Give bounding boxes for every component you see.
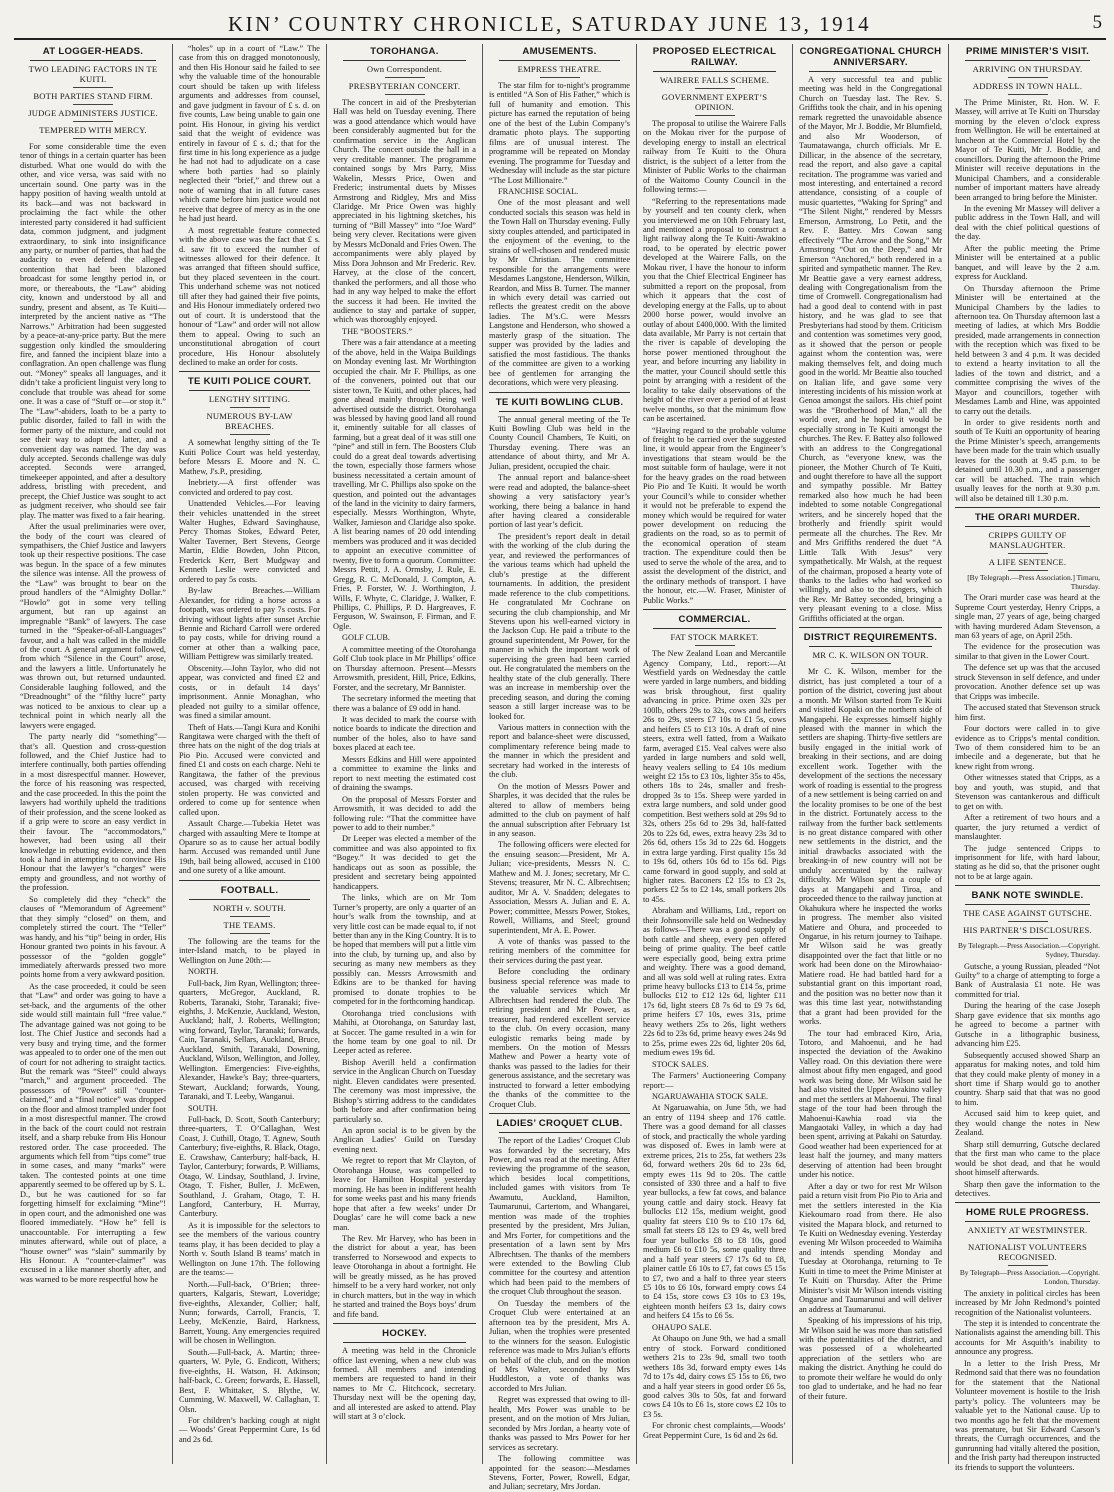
article-heading: AT LOGGER-HEADS. [42,46,144,57]
article-paragraph: At Ohaupo on June 9th, we had a small entry of stock. Forward conditioned wethers 21s to 23s 9d, small two tooth wethers 18s 3d, forward empty ewes 14s 7d to 17s 4d, dairy cows £5 15s to £6, two and a half year steers in good order £6 5s, good calves 30s to 50s, fat and forward cows £4 10s to £6 1s, store cows £2 10s to £3 5s. [643,1334,786,1419]
article-paragraph: The Rev. Mr Harvey, who has been in the district for about a year, has been transferred to Norsewood and expects to leave Otorohanga in about a fortnight. He will be greatly missed, as he has proved himself to be a very hard worker, not only in church matters, but in the way in which he started and trained the Boys boys’ drum and fife band. [333,1234,476,1319]
article-paragraph: On the proposal of Messrs Forster and Arrowsmith, it was decided to add the following rule: “That the committee have power to add to their number.” [333,794,476,832]
heading-rule [499,60,620,61]
subheading-dash [73,87,113,88]
section-divider [489,1113,630,1114]
article-paragraph: After the public meeting the Prime Minister will be entertained at a public banquet, and will leave by the 2 a.m. express for Auckland. [955,243,1100,282]
heading-rule [653,71,776,72]
section-divider [643,609,786,610]
heading-rule [343,1342,466,1343]
article-paragraph: One of the most pleasant and well conducted socials this season was held in the Town Hall on Thursday evening. Fully sixty couples attended, and participated in the enjoyment of the evening, to the strains of well-chosen and rendered music by Mr Christian. The committee responsible for the arrangements were Mesdames Langstone, Henderson, Wilkin, Reardon, and Miss B. Turner. The manner in which every detail was carried out reflects the greatest credit on the above ladies. The M’s.C. were Messrs Langstone and Henderson, who showed a masterly grasp of the situation. The supper was provided by the ladies and satisfied the most fastidious. The thanks of the committee are given to a working bee of gentlemen for arranging the decorations, which were very pleasing. [489,198,630,388]
subheading-dash [1008,94,1048,95]
article-paragraph: For some considerable time the even tenor of things in a certain quarter has been disturbed. What one would do with the other, and vice versa, was said with no uncertain sound. One party was in the happy position of having wealth untold at its back—and was not backward in proclaiming the fact while the other interested party considered it had sufficient data, common judgment, and judgment extraordinary, to sink into insignificance any party, or number of parties, that had the audacity to even defend the alleged contention that had been blazoned broadcast for some lengthy period in, or more, or thereabouts, the “Law” abiding city, known and understood by all and sundry, present and absent, as Te Kuiti—interpreted by the ancient native as “The Narrows.” Arbitration had been suggested by a peace-at-any-price party. But the mere suggestion only kindled the smouldering fire, and fanned the incipient blaze into a conflagration. An open challenge was flung out. “Money” speaks all languages, and it didn’t take a proficient linguist very long to conclude that trouble was ahead for some one. It was a case of “Stuff or—or stop it.” The “Law”-abiders, loath to be a party to public disorder, failed to fall in with the former party of the mixture, and could not see their way to adopt the latter, and a convenient day was named. The day was duly accepted. Seconds challenge was duly accepted. Seconds were arranged, timekeeper appointed, and after a desultory address, bristling with precedent, and precept, the Chief Justice was sought to act as judgment receiver, who should see fair play. The matter was fixed to a fair hearing. [20,142,166,520]
article [333,46,476,1319]
article-paragraph: A vote of thanks was passed to the retiring members of the committee for their services during the past year. [489,936,630,965]
article [643,46,786,605]
article-paragraph: Other witnesses stated that Cripps, as a boy and youth, was stupid, and that Stevenson was cantankerous and difficult to get on with. [955,773,1100,811]
article-paragraph: The Farmers’ Auctioneering Company report:— [643,1071,786,1090]
subheading-dash [73,104,113,105]
article-paragraph: The annual general meeting of the Te Kuiti Bowling Club was held in the County Council Chambers, Te Kuiti, on Thursday evening. There was an attendance of about thirty, and Mr A. Julian, president, occupied the chair. [489,414,630,471]
newspaper-title: KIN’ COUNTRY CHRONICLE, SATURDAY JUNE 13, 1914 [228,12,872,36]
article-paragraph: Before concluding the ordinary business special reference was made to the valuable services which Mr Albrechtsen had rendered the club. The retiring president and Mr Power, as treasurer, had rendered excellent service to the club. On every occasion, many eulogistic remarks being made by members. On the motion of Messrs Mathew and Power a hearty vote of thanks was passed to the ladies for their generous assistance, and the secretary was instructed to forward a letter embodying the thanks of the committee to the Croquet Club. [489,967,630,1109]
page-number: 5 [1092,12,1102,33]
heading-rule [189,899,310,900]
article-paragraph: After a retirement of two hours and a quarter, the jury returned a verdict of manslaughter. [955,813,1100,842]
article-paragraph: At Ngaruawahia, on June 5th, we had an entry of 1194 sheep and 176 cattle. There was a good demand for all classes of stock, and practically the whole yarding was disposed of. Ewes in lamb were at extreme prices, 21s to 25s, fat wethers 23s 6d, forward wethers 20s 6d to 23s 6d, empty ewes 11s 9d to 20s. The cattle consisted of 330 three and a half to five year bullocks, a few fat cows, and balance young cattle and dairy stock. Heavy fat bullocks £12 15s, medium weight, good quality fat steers £10 9s to £10 17s 6d, small fat steers £8 12s to £9 4s, well bred four year bullocks £8 to £8 10s, good medium £6 to £10 5s, some quality three and a half year steers £7 17s 6d to £8, plainer cattle £6 10s to £7, fat cows £5 15s to £7, two and a half to three year steers £5 10s to £6 10s, forward empty cows £4 to £4 15s, store cows £3 10s to £3 19s, eighteen month heifers £3 1s, dairy cows and heifers £4 15s to £6 5s. [643,1103,786,1321]
article-paragraph: Inebriety.—A first offender was convicted and ordered to pay cost. [179,478,320,497]
section-divider [955,507,1100,508]
subheading-dash [1008,1238,1048,1239]
article-subheading: A LIFE SENTENCE. [988,557,1067,568]
subheading-dash [851,663,891,664]
heading-rule [965,1221,1090,1222]
article-paragraph: South.—Full-back, A. Martin; three-quarters, W. Pyle, G. Endicott, Withers; five-eighths, H. Watson, H. Atkinson; half-back, C. Green; forwards, E. Hassell, Best, F. Whittaker, S. Blythe, W. Cumming, W. Maxwell, W. Callaghan, T. Olsn. [179,1347,320,1414]
heading-rule [653,628,776,629]
article-paragraph: “Having regard to the probable volume of freight to be carried over the suggested line, it would appear from the Engineer’s investigations that steam would be the most suitable form of haulage, were it not for the heavy grades on the road between Pio Pio and Te Kuiti. It would be worth your Council’s while to consider whether it would not be preferable to expend the money which would be required for water power development on reducing the gradients on the road, so as to permit of the economical operation of steam traction. The expenditure could then be used to serve the whole of the area, and to assist the development of the district, and the ordinary methods of transport. I have the honour, etc.—W. Fraser, Minister of Public Works.” [643,425,786,605]
column-1 [14,44,172,1464]
article-paragraph: Four doctors were called in to give evidence as to Cripps’s mental condition. Two of them considered him to be an imbecile and a degenerate, but that he knew right from wrong. [955,724,1100,771]
article-paragraph: A most regrettable feature connected with the above case was the fact that £ s. d. saw fit to exceed the number of witnesses allowed for their defence. It was arranged that fifteen should suffice, but they placed seventeen in the court. This underhand scheme was not noticed till after they had gained their five points, and His Honour immediately ordered two out of court. It is understood that the honour of “Law” and order will not allow them to appeal. Owing to such an unconstitutional abrogation of court procedure, His Honour absolutely declined to make an order for costs. [179,225,320,367]
article-paragraph: The secretary informed the meeting that there was a balance of £9 odd in hand. [333,694,476,713]
article-paragraph: A somewhat lengthy sitting of the Te Kuiti Police Court was held yesterday, before Messrs E. Moore and N. C. Mathew, J's.P., presiding. [179,438,320,476]
column-3 [326,44,482,1464]
article-paragraph: It was decided to mark the course with notice boards to indicate the direction and number of the holes, also to have sand boxes placed at each tee. [333,715,476,753]
subheading-dash [695,88,735,89]
article [955,1202,1100,1472]
article-paragraph: In order to give residents north and south of Te Kuiti an opportunity of hearing the Prime Minister’s speech, arrangements have been made for the train which usually leaves for the south at 9.45 p.m. to be detained until 10.30 p.m., and a passenger car will be attached. The train which usually leaves for the north at 9.30 p.m. will also be detained till 1.30 p.m. [955,417,1100,503]
article-paragraph: After the usual preliminaries were over, the body of the court was cleared of sympathisers, the Chief Justice and lawyers took up their respective positions. The case was begun. In the space of a few minutes the silence was intense. All the prowess of the “Law” was brought to bear on the proud handlers of the “Almighty Dollar.” “Howlo” got in some very telling argument, but ran up against an impregnable “Bank” of lawyers. The case turned in the “Speaker-of-all-Languages” favour, and a halt was called in the middle of the court. A general argument followed, from which “Silence in the Court” arose, and the lawyers a little. Unfortunately he was thrown out, but returned undaunted. Considerable laughing followed, and the “Dreadnought” of the “filthy lucre” party was noticed to be anxious to clear up a technical point in which nearly all the lawyers were engaged. [20,522,166,730]
article-subheading: CRIPPS GUILTY OF MANSLAUGHTER. [988,530,1067,551]
article-subheading: BOTH PARTIES STAND FIRM. [33,91,153,101]
subheading-dash [1008,938,1048,939]
section-divider [179,880,320,881]
article-subheading: GOVERNMENT EXPERT’S OPINION. [661,92,768,112]
subheading-dash [1008,1265,1048,1266]
article-heading: PRIME MINISTER’S VISIT. [965,46,1090,57]
article-subheading: JUDGE ADMINISTERS JUSTICE. [28,108,158,118]
article-paragraph: “holes” up in a court of “Law.” The case from this on dragged monotonously, and then His Honour said he failed to see why the valuable time of the honourable court should be taken up with lifeless arguments and addresses from counsel, and gave judgment in favour of £ s. d. on five counts, Law being unable to gain one point. His Honour, in giving his verdict said that the weight of evidence was entirely in favour of £ s. d.; that for the first time in his long experience as a judge he had not had to adjudicate on a case where both parties had so plainly neglected their “brief,” and threw out a note of warning that in all future cases which came before him justice would not receive that degree of mercy as in the one he had just heard. [179,44,320,224]
section-divider [179,371,320,372]
article-paragraph: The links, which are on Mr Tom Turner’s property, are only a quarter of an hour’s walk from the township, and at very little cost can be made equal to, if not better than any in the King Country. It is to be hoped that members will put a little vim into the club, by turning up, and also by securing as many new members as they possibly can. Messrs Arrowsmith and Edkins are to be thanked for having promised to donate trophies to be competed for in the forthcoming handicap. [333,893,476,1007]
article-paragraph: The judge sentenced Cripps to imprisonment for life, with hard labour, stating as he did so, that the prisoner ought not to be at large again. [955,843,1100,881]
article-paragraph: In the evening Mr Massey will deliver a public address in the Town Hall, and will deal with the chief political questions of the day. [955,203,1100,242]
article-paragraph: Full-back, Jim Ryan, Wellington; three-quarters, McGregor, Auckland, R. Roberts, Taranaki, Stohr, Taranaki; five-eighths, J. McKenzie, Auckland, Weston, Auckland; half, J. Roberts, Wellington; wing forward, Taylor, Taranaki; forwards, Cain, Taranaki, Sellars, Auckland, Bruce, Auckland, Smith, Taranaki, Downing, Auckland, Wilson, Wellington, and Jolley, Wellington. Emergencies: Five-eighths, Alexander, Hawke’s Bay; three-quarters, Stewart, Auckland; forwards, Young, Taranaki, and T. Leeby, Wanganui. [179,978,320,1102]
subheading-dash [695,645,735,646]
article [799,627,942,1401]
article-paragraph: For chronic chest complaints,—Woods’ Great Peppermint Cure, 1s 6d and 2s 6d. [643,1421,786,1440]
article-paragraph: An apron social is to be given by the Anglican Ladies’ Guild on Tuesday evening next. [333,1126,476,1154]
article-subheading: TEMPERED WITH MERCY. [39,125,147,135]
article-paragraph: A committee meeting of the Otorohanga Golf Club took place in Mr Phillips’ office on Thursday afternoon. Present—Messrs Arrowsmith, president, Hill, Price, Edkins, Forster, and the secretary, Mr Bannister. [333,644,476,692]
column-2 [172,44,326,1464]
article-dateline: By Telegraph.—Press Association.—Copyright. Sydney, Thursday. [957,941,1100,959]
section-divider [333,1323,476,1324]
article-subheading: WAIRERE FALLS SCHEME. [659,75,770,85]
article-paragraph: Regret was expressed that owing to ill-health, Mrs Power was unable to be present, and on the motion of Mrs Julian, seconded by Mrs Jordan, a hearty vote of thanks was passed to Mrs Power for her services as secretary. [489,1395,630,1452]
article-heading: COMMERCIAL. [678,614,751,626]
article-paragraph: The accused stated that Stevenson struck him first. [955,703,1100,722]
article-paragraph: Bishop Averill held a confirmation service in the Anglican Church on Tuesday night. Eleven candidates were presented. The ceremony was most impressive, the Bishop’s stirring address to the candidates both before and after confirmation being particularly so. [333,1057,476,1124]
article-subheading: Own Correspondent. [366,64,443,74]
article-paragraph: Accused said him to keep quiet, and they would change the notes in New Zealand. [955,1109,1100,1138]
article-paragraph: During the hearing of the case Joseph Sharp gave evidence that six months ago he agreed to become a partner with Gutsche in a lithographic business, advancing him £25. [955,1001,1100,1049]
article-heading: AMUSEMENTS. [522,46,597,57]
article-paragraph: Theft of Hats.—Tangi Kura and Konihi Rangitawa were charged with the theft of three hats on the night of the dog trials at Pio Pio. Accused were convicted and fined £1 and costs on each charge. Nehi te Rangitawa, the father of the previous accused, was charged with receiving stolen property. He was convicted and ordered to come up for sentence when called upon. [179,722,320,817]
article-paragraph: The following officers were elected for the ensuing season:—President, Mr A. Julian; vice-presidents, Messrs N. C. Mathew and M. J. Jones; secretary, Mr C. Stevens; treasurer, Mr N. C. Albrechtsen; auditor, Mr A. V. Snadden; delegates to Association, Messrs A. Julian and E. A. Power; committee, Messrs Power, Stokes, Rowell, Williams, and Steel; ground superintendent, Mr A. E. Power. [489,840,630,935]
article-subheading: NUMEROUS BY-LAW BREACHES. [206,411,293,432]
heading-rule [965,904,1090,905]
article-paragraph: Otorohanga tried conclusions with Mahihi, at Otorohanga, on Saturday last, at Soccer. The game resulted in a win for the home team by one goal to nil. Dr Leeper acted as referee. [333,1008,476,1056]
article-subheading: EMPRESS THEATRE. [517,64,602,74]
newspaper-page [14,44,1106,1492]
article-paragraph: The New Zealand Loan and Mercantile Agency Company, Ltd., report:—At Westfield yards on Wednesday the cattle were yarded in large numbers, and bidding was brisk throughout, first quality advancing in price. Prime oxen 32s per 100lb, others 29s to 32s, cows and heifers 26s to 29s, steers £7 10s to £1 5s, cows and heifers £5 to £13 10s. A draft of nine steers, extra well fatted, from a Waikato farm, averaged £15. Veal calves were also yarded in large numbers and sold well, heavy vealers selling to £4 10s medium weight £2 15s to £3 10s, lighter 35s to 45s, others 18s to 24s, smaller and fresh-dropped 3s to 15s. Sheep were yarded in extra large numbers, and sold under good competition. Best wethers sold at 29s 9d to 32s, others 25s 6d to 29s 3d, half-fatted 20s to 22s 6d, ewes, extra heavy 23s 3d to 26s 6d, others 15s 3d to 22s 6d. Hoggets in extra large yarding. First quality 15s 3d to 19s 6d, others 10s 6d to 15s 6d. Pigs came forward in good supply, and sold at higher rates. Baconers £2 15s to £3 2s, porkers £2 5s to £2 14s, small porkers 20s to 45s. [643,649,786,904]
column-6 [792,44,948,1464]
subheading-dash [540,77,580,78]
article-subheading: THE TEAMS. [223,919,276,930]
article-heading: TE KUITI POLICE COURT. [187,376,312,388]
article-paragraph: Speaking of his impressions of his trip, Mr Wilson said he was more than satisfied with the potentialities of the district, and was possessed of a wholehearted appreciation of the settlers who are making the district. Anything he could do to promote their welfare he would do only too glad to undertake, and he had no fear of their future. [799,1316,942,1401]
article-paragraph: Mr C. K. Wilson, member for the district, has just completed a tour of a portion of the district, covering just about a month. Mr Wilson started from Te Kuiti and visited Kopaki on the northern side of Mangapehi. He expresses himself highly pleased with the manner in which the settlers are shaping. Thirty-five settlers are busily engaged in the initial work of breaking in their sections, and are doing excellent work. Together with the development of the sections the necessary work of roading is essential to the progress of a new settlement is being carried on and the locality promises to be one of the best in the district. Fortunately access to the railway from the further back settlements is no great distance compared with other new settlements in the district, and the initial drawbacks associated with the breaking-in of new country will not be unduly accentuated by the railway difficulty. Mr Wilson spent a couple of days at Mangapehi and Tiroa, and proceeded thence to the railway junction at Okahukura where he inspected the works in progress. The member also visited Matiere and Ohura, and proceeded to Ongarue, in his return journey to Taihape. Mr Wilson said he was greatly disappointed over the fact that little or no work had been done on the Mirowhaiao-Matiere road. He had battled hard for a substantial grant on this important road, and the position was no better now than it was this time last year, notwithstanding that a grant had been provided for the works. [799,667,942,1027]
article-subheading: PRESBYTERIAN CONCERT. [348,81,461,91]
article [643,609,786,1440]
article-paragraph: In a letter to the Irish Press, Mr Redmond said that there was no foundation for the statement that the National Volunteer movement is hostile to the Irish party’s policy. The volunteers may be valuable yet to the National cause. Up to two months ago he felt that the movement was premature, but Sir Edward Carson’s threats, the Curragh occurrences, and the gunrunning had vitally altered the position, and the Irish party had thereupon instructed its friends to support the volunteers. [955,1358,1100,1472]
article-paragraph: The defence set up was that the accused struck Stevenson in self defence, and under provocation. Another defence set up was that Cripps was imbecile. [955,663,1100,701]
subheading-dash [385,77,425,78]
article-paragraph: Full-back, D. Scott, South Canterbury; three-quarters, T. O’Callaghan, West Coast, J. Cuthill, Otago, T. Agnew, South Canterbury; five-eighths, R. Black, Otago, E. Crawshaw, Canterbury; half-back, H. Taylor, Canterbury; forwards, P. Williams, Otago, W. Lindsay, Southland, J. Irvine, Otago, T. Fisher, Buller, J. McEwen, Southland, J. Graham, Otago, T. H. Langford, Canterbury, H. Murray, Canterbury. [179,1114,321,1219]
article-subheading: ADDRESS IN TOWN HALL. [972,81,1083,91]
column-5 [636,44,792,1464]
article-paragraph: The following are the teams for the inter-Island match, to be played in Wellington on June 20th:— [179,936,320,965]
subheading-dash [695,115,735,116]
column-7 [948,44,1106,1472]
article-paragraph: NGARUAWAHIA STOCK SALE. [652,1091,769,1101]
article-paragraph: The Orari murder case was heard at the Supreme Court yesterday, Henry Cripps, a single man, 27 years of age, being charged with having murdered Adam Stevenson, a man 63 years of age, on April 25th. [955,593,1100,641]
subheading-dash [73,138,113,139]
article [955,885,1100,1198]
article [20,46,166,1284]
article-paragraph: The Prime Minister, Rt. Hon. W. F. Massey, will arrive at Te Kuiti on Thursday morning by the eleven o’clock express from Wellington. He will be entertained at luncheon at the Commercial Hotel by the Mayor of Te Kuiti, Mr J. Boddie, and councillors. During the afternoon the Prime Minister will receive deputations in the Municipal Chambers, and a considerable number of important matters have already been arranged to bring before the Minister. [955,98,1100,202]
article-heading: LADIES’ CROQUET CLUB. [496,1118,623,1130]
article-subheading: MR C. K. WILSON ON TOUR. [812,650,929,661]
article-paragraph: “Referring to the representations made by yourself and ten county clerk, when you interviewed me on 10th February last, and mentioned a proposal to construct a light railway along the Te Kuiti-Awakino road, to be operated by electric power developed at the Wairere Falls, on the Mokau river, I have the honour to inform you that the Chief Electrical Engineer has submitted a report on the proposal, from which it appears that the cost of developing energy at the Falls, up to about 2000 horse power, would involve an outlay of about £400,000. With the limited data available, Mr Parry is not certain that the river is capable of developing the horse power mentioned throughout the year, and before incurring any liability in the matter, your Council should settle this point by arranging with a resident of the locality to take daily observations of the height of the river over a period of at least twelve months, so that the minimum flow can be ascertained. [643,196,786,424]
article-subheading: TWO LEADING FACTORS IN TE KUITI. [28,64,158,84]
article-paragraph: Assault Charge.—Tubekia Hetet was charged with assaulting Mere te Itompe at Oparure so as to cause her actual bodily harm. Accused was remanded until June 19th, bail being allowed, accused in £100 and one surety of a like amount. [179,819,320,876]
article-heading: CONGREGATIONAL CHURCH ANNIVERSARY. [799,46,942,68]
column-4 [482,44,636,1492]
article-paragraph: The evidence for the prosecution was similar to that given in the Lower Court. [955,642,1100,661]
article-paragraph: Various matters in connection with the report and balance-sheet were discussed, complimentary reference being made to the manner in which the president and secretary had worked in the interests of the club. [489,723,630,780]
subheading-dash [73,121,113,122]
heading-rule [965,60,1090,61]
heading-rule [809,71,932,72]
article [179,371,320,875]
section-divider [955,1202,1100,1203]
article-paragraph: The proposal to utilise the Wairere Falls on the Mokau river for the purpose of developing energy to install an electrical railway from Te Kuiti to the Ohura district, is the subject of a letter from the Minister of Public Works to the chairman of the Waitomo County Council in the following terms:— [643,119,786,195]
article-paragraph: Messrs Edkins and Hill were appointed a committee to examine the links and report to next meeting the estimated cost of draining the swamps. [333,754,476,793]
article-paragraph: On Tuesday the members of the Croquet Club were entertained at an afternoon tea by the president, Mrs A. Julian, when the trophies were presented to the winners for the season. Eulogistic reference was made to Mrs Julian’s efforts on behalf of the club, and on the motion of Mrs Walter, seconded by Mrs Huddleston, a vote of thanks was accorded to Mrs Julian. [489,1298,630,1393]
section-divider [489,392,630,393]
article-heading: PROPOSED ELECTRICAL RAILWAY. [652,46,777,68]
article-subheading: THE CASE AGAINST GUTSCHE. [963,908,1092,919]
article-subheading: FAT STOCK MARKET. [670,632,759,643]
article-paragraph: STOCK SALES. [652,1059,709,1069]
article-paragraph: There was a fair attendance at a meeting of the above, held in the Waipa Buildings on Monday evening last. Mr Worthington occupied the chair. Mr F. Phillips, as one of the conveners, pointed out that our sister town, Te Kuiti, and other places, had gone ahead mainly through being well advertised outside the district. Otorohanga was blessed by having good land all round it, eminently suitable for all classes of farming, but a great deal of it was still one “pine” and still in fern. The Boosters Club could do a great deal towards advertising the town, especially those farmers whose business necessitated a certain amount of travelling. Mr C. Phillips also spoke on the question, and pointed out the advantages of the land in the vicinity to dairy farmers, especially. Messrs Worthington, Whyte, Walker, Jamieson and Claridge also spoke. A list bearing names of 20 odd intending members was produced and it was decided to appoint an executive committee of twenty, five to form a quorum. Committee: Messrs Pettit, J. A. Ormsby, J. Rule, E. Gregg, R. C. McDonald, J. Compton, A. Fries, P. Forster, W. J. Worthington, J. Wills, F. Whyte, C. Claridge, J. Walker, F. Phillips, C. Phillips, P. D. Hargreaves, F. Ferguson, W. Swainson, F. Firman, and F. Ogle. [333,338,476,631]
article-paragraph: The concert in aid of the Presbyterian Hall was held on Tuesday evening. There was a good attendance which would have been considerably augmented but for the confirmation service in the Anglican Church. The concert outside the hall in a very creditable manner. The programme contained songs by Mrs Parry, Miss Wakelin, Messrs Price, Owen and Frederic; instrumental duets by Misses Armstrong and Ridgley, Mrs and Miss Claridge. Mr Price Owen was highly appreciated in his lightning sketches, his turning of “Bill Massey” into “Joe Ward” being very clever. Recitations were given by Messrs McDonald and Fries Owen. The accompaniments were ably played by Miss Dora Johnson and Mr Frederic. Rev. Harvey, at the close of the concert, thanked the performers, and all those who had in any way helped to make the effort the success it had been. He invited the audience to stay and partake of supper, which was thoroughly enjoyed. [333,98,476,325]
article-heading: FOOTBALL. [220,884,279,896]
article-paragraph: The following committee was appointed for the season:—Mesdames Stevens, Forter, Power, Rowell, Edgar, and Julian; secretary, Mrs Jordan. [489,1454,630,1492]
article [179,44,320,367]
subheading-dash [230,407,270,408]
article-paragraph: For children’s hacking cough at night — Woods’ Great Peppermint Cure, 1s 6d and 2s 6d. [179,1416,320,1444]
article-subheading: NATIONALIST VOLUNTEERS RECOGNISED. [968,1242,1087,1263]
article-paragraph: A very successful tea and public meeting was held in the Congregational Church on Tuesday last. The Rev. S. Griffiths took the chair, and in his opening remark regretted the unavoidable absence of the Mayor, Mr J. Boddie, Mr Blumfield, and also Mr Wooderson, of Taumatawanga, church officials. Mr E. Dillicar, in the absence of the secretary, read the report, and also gave a capital recitation. The programme was varied and most interesting, and entertained a record attendance, consisting of a couple of music quartettes, “Waking for Spring” and “The Silent Night,” rendered by Messrs Emerson, Armstrong, Lo Petit, and the Rev. F. Battey. Mrs Cowan sang effectively “The Arrow and the Song,” Mr Armstrong “Out on the Deep,” and Mr Emerson “Anchored,” both rendered in a spirited and sympathetic manner. The Rev. Mr Beattie gave a very earnest address, dealing with Congregationalism from the time of Cromwell. Congregationalism had had a good deal to contend with in past history, and he was glad to see that Presbyterians had stood by them. Criticism and contention was sometimes very good, as it showed that the person or people against whom the contention was, were making themselves felt, and doing much good in the world. Mr Beattie also touched on Italian life, and gave some very interesting incidents of his mission work at Genoa amongst the sailors. His chief point was the “Brotherhood of Man,” all the world over, and he hoped it would be especially strong in Te Kuiti amongst the churches. The Rev. F. Battey also followed with an address to the Congregational Church, as “everyone knew, was the pioneer, the Mother Church of Te Kuiti, and ought therefore to have all the support and sympathy possible. Mr Battey remarked also how much he had been indebted to some notable Congregational writers, and he sincerely hoped that the brotherly and friendly spirit would permeate all the churches. The Rev. Mr and Mrs Griffiths rendered the duet “A Little Talk With Jesus” very sympathetically. Mr Walsh, at the request of the chairman, proposed a hearty vote of thanks to the ladies who had worked so willingly, and also to the singers, which the Rev. Mr Battey seconded, bringing a very pleasant evening to a close. Miss Griffiths officiated at the organ. [799,75,942,623]
article-paragraph: SOUTH. [188,1103,218,1113]
article-heading: BANK NOTE SWINDLE. [971,890,1084,902]
article-heading: TE KUITI BOWLING CLUB. [495,396,624,408]
article-paragraph: After a day or two for rest Mr Wilson paid a return visit from Pio Pio to Aria and met the settlers interested in the Kia Kiekoumaro road from there. He also visited the Mapara block, and returned to Te Kuiti on Wednesday evening. Yesterday evening Mr Wilson proceeded to Waimiha and intends spending Monday and Tuesday at Otorohanga, returning to Te Kuiti in time to meet the Prime Minister at Te Kuiti on Thursday. After the Prime Minister’s visit Mr Wilson intends visiting Ongarue and Taumarunui and will deliver an address at Taumarunui. [799,1181,942,1314]
article [955,507,1100,881]
section-divider [799,627,942,628]
heading-rule [30,60,156,61]
article-paragraph: As the case proceeded, it could be seen that “Law” and order was going to have a set-back, and the arguments of the other side would still maintain full “free value.” The advantage gained was not going to be lost. The Chief Justice and seconds had a very busy and trying time, and the former was appealed to to order one of the men out of court for not adhering to straight tactics. But the remark was “Steel” could always “march,” and argument proceeded. The possessors of “Power” still “counter-claimed,” and a “final notice” was dropped on the floor and almost trampled under foot in a most disrespectful manner. The crowd in the back of the court could not restrain itself, and a sharp rebuke from His Honour restored order. The case proceeded. The arguments which fell from “tips come” true in some cases, and many “marks” were taken. The contested points at one time apparently seemed to be offered up by S. L. D., but he was cautioned for so far forgetting himself for exclaiming “Mine”! in open court, and the admonished one was floored immediately. “How he” fell is unaccountable. For interrupting a few minutes afterward, while out of place, a “house owner” was “slain” summarily by His Honour. A “counter-claimer” was excused in a like manner shortly after, and was warned to be more respectful how he [20,981,166,1284]
article-heading: DISTRICT REQUIREMENTS. [803,632,938,644]
article-heading: HOME RULE PROGRESS. [966,1207,1089,1219]
article [333,1323,476,1422]
article-paragraph: The annual report and balance-sheet were read and adopted, the balance-sheet showing a very satisfactory year’s working, there being a balance in hand after having cleared a considerable portion of last year’s deficit. [489,473,630,530]
heading-rule [343,60,466,61]
article-heading: TOROHANGA. [370,46,439,57]
article-subheading: NORTH v. SOUTH. [212,902,287,913]
article-paragraph: So completely did they “check” the clauses of “Memorandum of Agreement” that they simply “closed” on them, and completely stirred the court. The “Teller” was handy, and his “tip” being in order, His Honour granted two points in his favour. A possessor of the “golden goggle” immediately afterwards pressed two more points home from a very awkward position. [20,894,166,980]
article [489,392,630,1110]
masthead [14,6,1106,40]
article-paragraph: The anxiety in political circles has been increased by Mr John Redmond’s pointed recognition of the Nationalist volunteers. [955,1288,1100,1317]
article-heading: HOCKEY. [382,1328,427,1340]
subheading-dash [1008,77,1048,78]
article-paragraph: As it is impossible for the selectors to see the members of the various country teams play, it has been decided to play a North v. South Island B teams’ match in Wellington on June 17th. The following are the teams:— [179,1220,320,1278]
heading-rule [499,411,620,412]
article-heading: THE ORARI MURDER. [974,512,1081,524]
article-paragraph: NORTH. [188,967,219,977]
article [179,880,320,1445]
article-paragraph: We regret to report that Mr Clayton, of Otorohanga House, was compelled to leave for Hamilton Hospital yesterday morning. He has been in indifferent health for some weeks past and his many friends hope that after a few weeks’ under Dr Douglas’ care he will come back a new man. [333,1156,476,1232]
subheading-dash [1008,570,1048,571]
article-subheading: HIS PARTNER’S DISCLOSURES. [963,925,1092,936]
article-paragraph: The tour had embraced Kiro, Aria, Totoro, and Mahoenui, and he had inspected the deviation of the Awakino Valley road. On this deviation there were almost about fifty men engaged, and good work was being done. Mr Wilson said he had also visited the Upper Awakino valley and met the settlers at Mahoenui. The final stage of the tour had been through the Mahoenui-Kawhia road via the Mangaotaki Valley, in which a day had been spent, arriving at Pakahi on Saturday. Good weather had been experienced for at least half the journey, and many matters deserving of attention had been brought under his notice. [799,1028,942,1180]
article-paragraph: On the motion of Messrs Power and Sharples, it was decided that the rules be altered to allow of members being admitted to the club on payment of half the annual subscription after February 1st in any season. [489,781,630,838]
article-paragraph: The star film for to-night’s programme is entitled “A Son of His Father,” which is full of humanity and emotion. This picture has earned the reputation of being one of the best of the Lubin Company’s dramatic photo plays. The supporting films are of unusual interest. The programme will be repeated on Monday evening. The programme for Tuesday and Wednesday will include as the star picture “The Lost Millionaire.” [489,81,630,185]
article-paragraph: The party nearly did “something”—that’s all. Question and cross-question followed, and the Chief Justice had to interfere continually, both parties offending in a most disrespectful manner. However, the force of his reasoning was respected, and the case proceeded. In this the point the lawyers had worthily upheld the traditions of their profession, and the scene looked as if a grip were to score an easy verdict in their favour. The “accommodators,” however, had been using all their knowledge in rebutting evidence, and then took a hand in attempting to convince His Honour that the lawyer’s “charges” were empty and groundless, and not worthy of the profession. [20,732,166,893]
article-subheading: ARRIVING ON THURSDAY. [972,64,1083,74]
article-paragraph: Sharp then gave the information to the detectives. [955,1179,1100,1198]
article-paragraph: Abraham and Williams, Ltd., report on their Johnsonville sale held on Wednesday as follows—There was a good supply of both cattle and sheep, every pen offered being of prime quality. The beef cattle were especially good, being extra prime and weighty. There was a good demand, and all was sold well at ruling rates. Extra prime heavy bullocks £13 to £14 5s, prime bullocks £12 to £12 12s 6d, lighter £11 17s 6d, light steers £8 7s 6d to £9 7s 6d, prime heifers £7 10s, ewes 31s, prime heavy wethers 25s to 26s, light wethers 22s 6d to 23s 6d, prime heavy ewes 24s 9d to 25s, prime ewes 22s 6d, lighter 20s 6d, medium ewes 19s 6d. [643,906,786,1058]
article-paragraph: Sharp still demurring, Gutsche declared that the first man who came to the place would be shot dead, and that he would shoot himself afterwards. [955,1139,1100,1178]
article-paragraph: Dr Leeper was elected a member of the committee and was also appointed to fix “Bogey.” It was decided to get the handicaps out as soon as possible, the president and secretary being appointed handicappers. [333,834,476,891]
article [489,46,630,388]
article-paragraph: By-law Breaches.—William Alexander, for riding a horse across a footpath, was ordered to pay 7s costs. For driving without lights after sunset Archie Bennie and Richard Carroll were ordered to pay costs, while for driving round a corner at other than a walking pace, William Pettigrew was similarly treated. [179,586,320,662]
article-paragraph: The report of the Ladies’ Croquet Club was forwarded by the secretary, Mrs Power, and was read at the meeting. After reviewing the programme of the season, which besides local competitions, included games with visitors from Te Awamutu, Auckland, Hamilton, Taumarunui, Cartertom, and Whangarei, mention was made of the trophies presented by the president, Mrs Julian, and Mrs Forter, for competitions and the presentation of a lawn sent by Mrs Albrechtsen. The thanks of the members were extended to the Bowling Club committee for the courtesy and attention which had been paid to the members of the croquet Club throughout the season. [489,1136,630,1297]
article-paragraph: North.—Full-back, O’Brien; three-quarters, Kalgaris, Stewart, Loveridge; five-eighths, Alexander, Collier; half, Nunn; forwards, Carroll, Francis, T. Leeby, McKenzie, Baird, Harkness, Barrett, Young. Any emergencies required will be chosen in Wellington. [179,1279,320,1346]
article-paragraph: THE “BOOSTERS.” [342,326,413,336]
subheading-dash [1008,553,1048,554]
article [799,46,942,623]
heading-rule [809,646,932,647]
article-paragraph: The president’s report dealt in detail with the working of the club during the year, and reviewed the performances of the various teams which had upheld the club’s prestige at the different tournaments. In addition, the president made reference to the club competitions. He congratulated Mr Cochrane on securing the club championship, and Mr Stevens upon his well-earned victory in the Jackson Cup. He paid a tribute to the ground superintendent, Mr Power, for the manner in which the important work of supervising the green had been carried out. He congratulated the members on the healthy state of the club generally. There was an increase in membership over the preceding season, and during the coming season a still larger increase was to be looked for. [489,531,630,721]
subheading-dash [230,933,270,934]
heading-rule [499,1132,620,1133]
subheading-dash [1008,921,1048,922]
article-paragraph: Obscenity.—John Taylor, who did not appear, was convicted and fined £2 and costs, or in default 14 days’ imprisonment. Annie Monaghan, who pleaded not guilty to a similar offence, was fined a similar amount. [179,663,320,721]
article-paragraph: Unattended Vehicles.—For leaving their vehicles unattended in the street Walter Hughes, Edward Savinghause, Percy Thomas Stokes, Edward Peter, Walter Taverner, Bert Stevens, George Martin, Eldie Bowden, John Pitcon, Frederick Kerr, Bert Mudgway and Kenneth Leslie were convicted and ordered to pay 5s costs. [179,499,320,584]
article-paragraph: GOLF CLUB. [342,633,390,643]
article-paragraph: A meeting was held in the Chronicle office last evening, when a new club was formed. All members and intending members are requested to hand in their names to Mr C. Hitchcock, secretary. Thursday next will be the opening day, and all interested are asked to attend. Play will start at 3 o’clock. [333,1346,476,1422]
article [955,46,1100,503]
article-paragraph: The step it is intended to concentrate the Nationalists against the amending bill. This accounts for Mr Asquith’s inability to announce any progress. [955,1318,1100,1357]
heading-rule [965,526,1090,527]
subheading-dash [230,434,270,435]
article-paragraph: Subsequently accused showed Sharp an apparatus for making notes, and told him that they could make plenty of money in a short time if Sharp would go to another country. Sharp said that that was no good to him. [955,1050,1100,1107]
article-paragraph: FRANCHISE SOCIAL. [498,186,579,196]
article-subheading: ANXIETY AT WESTMINSTER. [967,1225,1088,1236]
article-dateline: By Telegraph—Press Association.—Copyright. London, Thursday. [959,1268,1100,1287]
article-paragraph: Gutsche, a young Russian, pleaded “Not Guilty” to a charge of attempting to forge a Bank of Australasia £1 note. He was committed for trial. [955,961,1100,999]
article-subheading: LENGTHY SITTING. [208,394,291,405]
subheading-dash [385,94,425,95]
article-paragraph: On Thursday afternoon the Prime Minister will be entertained at the Municipal Chambers by the ladies to afternoon tea. On Thursday afternoon last a meeting of ladies, at which Mrs Boddie presided, made arrangements in connection with the reception which was fixed to be held between 3 and 4 p.m. It was decided to extend a hearty invitation to all the ladies of the town and district, and a committee comprising the wives of the Mayor and councillors, together with Mesdames Lamb and Hine, was appointed to carry out the details. [955,283,1100,416]
article-dateline: [By Telegraph.—Press Association.] Timaru, Thursday. [967,573,1100,591]
heading-rule [189,390,310,391]
article-paragraph: OHAUPO SALE. [652,1322,712,1332]
subheading-dash [230,916,270,917]
section-divider [955,885,1100,886]
article [489,1113,630,1492]
